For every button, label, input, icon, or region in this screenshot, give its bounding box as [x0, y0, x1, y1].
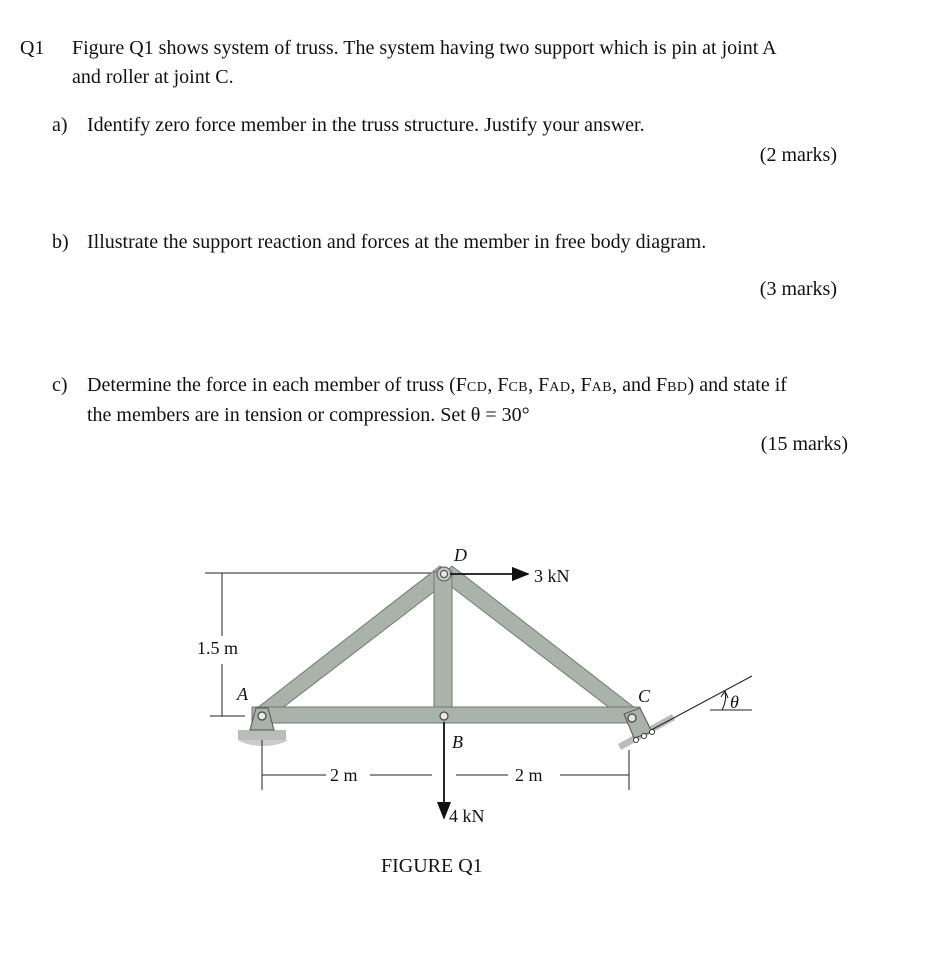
height-label: 1.5 m	[197, 638, 239, 658]
part-c-text-after: ) and state if	[687, 374, 787, 396]
part-a-marks: (2 marks)	[759, 144, 837, 166]
part-c-line2: the members are in tension or compression. Set θ = 30°	[87, 404, 530, 426]
ground-a	[238, 730, 288, 746]
part-c-label: c)	[52, 374, 68, 396]
label-d: D	[454, 545, 467, 565]
joint-d	[437, 567, 451, 581]
angle-theta-label: θ	[730, 692, 739, 712]
question-intro-line2: and roller at joint C.	[72, 66, 234, 88]
span-left-label: 2 m	[330, 765, 358, 785]
span-dimension	[262, 740, 629, 790]
angle-theta	[721, 691, 739, 712]
joint-b	[440, 712, 448, 720]
label-a: A	[237, 684, 248, 704]
load-4kn	[444, 722, 485, 826]
part-c-text-before: Determine the force in each member of truss (	[87, 374, 456, 396]
part-b-marks: (3 marks)	[759, 278, 837, 300]
load-3kn-label: 3 kN	[534, 566, 570, 586]
part-c-text: Determine the force in each member of truss (FCD, FCB, FAD, FAB, and FBD) and state if	[87, 374, 787, 396]
member-fcd: FCD	[455, 374, 488, 396]
figure-caption: FIGURE Q1	[381, 855, 483, 877]
question-number: Q1	[20, 37, 45, 59]
member-fcb: FCB	[497, 374, 529, 396]
part-c-marks: (15 marks)	[760, 433, 848, 455]
part-a-label: a)	[52, 114, 68, 136]
span-right-label: 2 m	[515, 765, 543, 785]
member-fbd: FBD	[655, 374, 688, 396]
question-intro-line1: Figure Q1 shows system of truss. The system having two support which is pin at joint A	[72, 37, 777, 59]
part-b-text: Illustrate the support reaction and forces at the member in free body diagram.	[87, 231, 707, 253]
member-dc	[440, 566, 640, 722]
label-c: C	[638, 686, 651, 706]
label-b: B	[452, 732, 463, 752]
load-4kn-label: 4 kN	[449, 806, 485, 826]
member-bd	[434, 572, 452, 714]
truss-members	[252, 566, 640, 723]
member-ad	[252, 566, 452, 722]
member-fab: FAB	[580, 374, 613, 396]
part-a-text: Identify zero force member in the truss structure. Justify your answer.	[87, 114, 645, 136]
member-fad: FAD	[538, 374, 571, 396]
part-b-label: b)	[52, 231, 69, 253]
